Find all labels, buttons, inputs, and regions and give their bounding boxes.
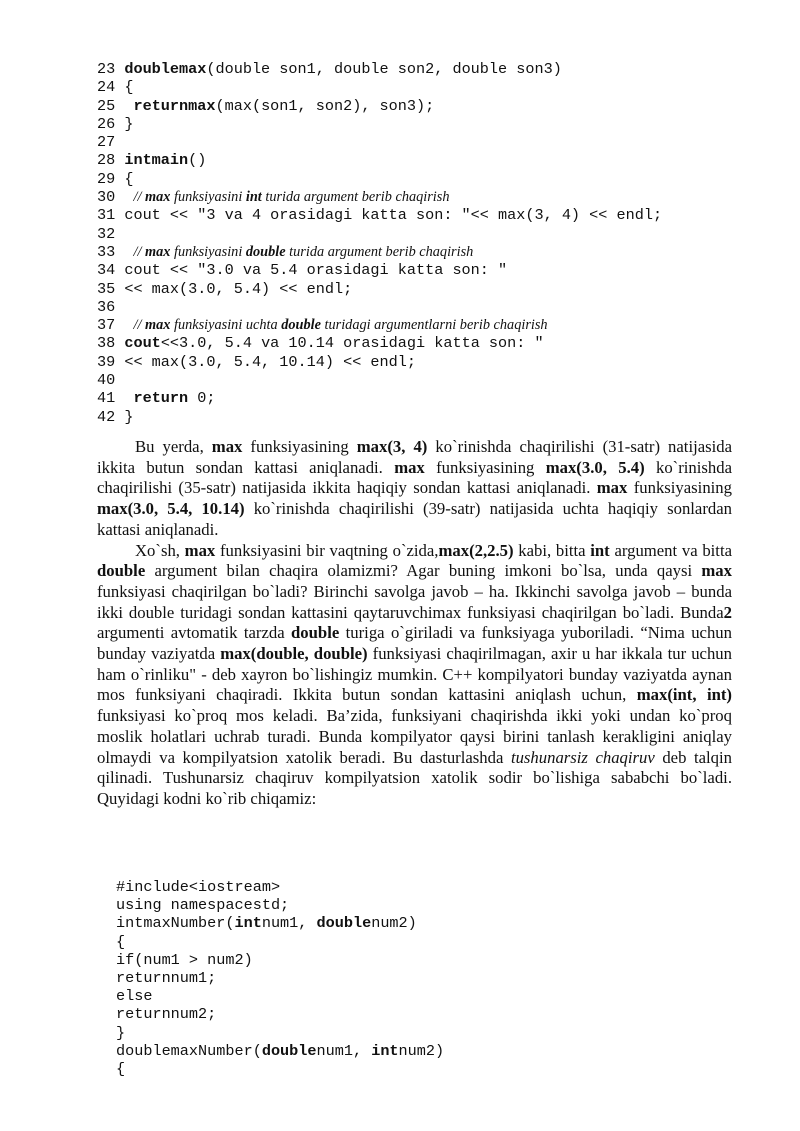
code-keyword: double	[316, 914, 372, 933]
bold-term: int	[590, 540, 610, 560]
code-text: returnnum1;	[116, 968, 217, 987]
code-line	[97, 316, 662, 334]
code-text: 26 }	[97, 114, 134, 133]
text-run: argumenti avtomatik tarzda	[97, 623, 292, 643]
text-run: Bu yerda,	[135, 437, 212, 456]
code-text: num2)	[398, 1041, 445, 1060]
code-comment: max	[145, 243, 171, 260]
text-run: funksiyasi chaqirilgan bo`ladi? Birinchi savolga javob – ha. Ikkinchi savolga javob – bunda ikki double turidagi sondan kattasini qaytaruvchimax funksiyasi chaqirilgan bo`ladi. Bunda	[97, 581, 732, 622]
text-run: funksiyasining	[627, 478, 732, 498]
code-keyword: double	[261, 1041, 317, 1060]
code-text: 0;	[188, 389, 216, 408]
code-text: 41	[97, 389, 134, 408]
code-text: num1,	[316, 1041, 372, 1060]
code-text: <<3.0, 5.4 va 10.14 orasidagi katta son: "	[160, 334, 544, 353]
code-line	[97, 170, 662, 188]
bold-term: max(3, 4)	[356, 437, 428, 456]
text-run: funksiyasining	[424, 457, 546, 477]
bold-term: max	[596, 478, 628, 498]
code-text: 28	[97, 151, 125, 170]
code-text: doublemaxNumber(	[116, 1041, 262, 1060]
code-text: using namespacestd;	[116, 896, 290, 915]
code-text: 40	[97, 371, 116, 390]
code-comment: funksiyasini	[170, 189, 246, 206]
code-keyword: returnmax	[133, 96, 216, 115]
bold-term: max	[184, 540, 216, 560]
code-comment: double	[281, 317, 321, 334]
code-line	[97, 353, 662, 371]
code-text: 29 {	[97, 169, 134, 188]
text-run: argument va bitta	[609, 540, 732, 560]
text-run: funksiyasini bir vaqtning o`zida,	[215, 540, 439, 560]
code-comment: turida argument berib chaqirish	[285, 243, 474, 260]
code-comment: funksiyasini	[170, 243, 246, 260]
text-run: argument bilan chaqira olamizmi? Agar buning imkoni bo`lsa, unda qaysi	[145, 561, 702, 581]
code-comment: turida argument berib chaqirish	[261, 189, 450, 206]
code-line	[116, 1024, 444, 1042]
code-text: 36	[97, 297, 116, 316]
code-comment: //	[133, 189, 145, 206]
code-text: 25	[97, 96, 134, 115]
code-text: 33	[97, 242, 134, 261]
code-line	[116, 951, 444, 969]
code-text: 38	[97, 334, 125, 353]
code-line	[97, 78, 662, 96]
code-line	[97, 206, 662, 224]
code-line	[116, 933, 444, 951]
code-text: {	[116, 1059, 126, 1078]
bold-term: double	[291, 623, 340, 643]
code-line	[116, 1060, 444, 1078]
bold-term: max(int, int)	[636, 685, 732, 705]
code-line	[97, 280, 662, 298]
text-run: funksiyasi chaqirilmagan, axir u har ikkala tur uchun ham o`rinliku" - deb xayron bo`lishingiz mumkin. C++ kompilyatori bunday vaziyatda aynan mos funksiyani chaqiradi. Ikkita butun sondan kattasini aniqlash uchun,	[97, 644, 732, 705]
code-line	[97, 371, 662, 389]
code-text: {	[116, 932, 126, 951]
code-text: num1,	[261, 914, 317, 933]
code-keyword: return	[133, 389, 189, 408]
code-comment: turidagi argumentlarni berib chaqirish	[320, 317, 548, 334]
code-text: 30	[97, 188, 134, 207]
code-listing-2	[116, 878, 444, 1078]
code-text: returnnum2;	[116, 1005, 217, 1024]
code-text: 27	[97, 133, 116, 152]
code-comment: double	[245, 243, 286, 260]
bold-term: max	[394, 457, 425, 477]
code-text: if(num1 > num2)	[116, 950, 253, 969]
code-keyword: doublemax	[124, 60, 207, 78]
paragraph	[97, 541, 732, 810]
code-line	[97, 60, 662, 78]
code-text: num2)	[371, 914, 417, 933]
code-text: }	[116, 1023, 126, 1042]
code-keyword: intmain	[124, 151, 189, 170]
code-text: ()	[188, 151, 207, 170]
code-text: 24 {	[97, 78, 134, 97]
code-text: 34 cout << "3.0 va 5.4 orasidagi katta son: "	[97, 261, 508, 280]
code-text: 35 << max(3.0, 5.4) << endl;	[97, 279, 353, 298]
code-comment: funksiyasini uchta	[170, 317, 282, 334]
code-line	[97, 408, 662, 426]
code-keyword: cout	[124, 334, 161, 353]
code-text: 42 }	[97, 407, 134, 426]
bold-term: 2	[723, 602, 732, 622]
text-run: Xo`sh,	[135, 540, 185, 560]
code-text: 31 cout << "3 va 4 orasidagi katta son: "<< max(3, 4) << endl;	[97, 206, 663, 225]
bold-term: max	[211, 437, 243, 456]
code-line	[97, 97, 662, 115]
code-comment: int	[245, 189, 262, 206]
code-line	[97, 188, 662, 206]
text-run: ko`rinishda chaqirilishi (31-satr) natijasida ikkita butun sondan kattasi aniqlanadi.	[97, 437, 733, 477]
code-line	[116, 896, 444, 914]
bold-term: max(3.0, 5.4)	[545, 457, 645, 477]
body-text	[97, 437, 732, 810]
code-line	[97, 334, 662, 352]
code-text: (double son1, double son2, double son3)	[206, 60, 562, 78]
code-comment: max	[145, 317, 171, 334]
paragraph	[97, 437, 732, 541]
code-line	[97, 225, 662, 243]
code-comment: max	[145, 189, 171, 206]
bold-term: max(2,2.5)	[438, 540, 514, 560]
code-line	[116, 987, 444, 1005]
bold-term: double	[97, 561, 146, 581]
code-line	[116, 969, 444, 987]
code-line	[97, 243, 662, 261]
code-line	[116, 1042, 444, 1060]
text-run: deb talqin qilinadi. Tushunarsiz chaqiruv kompilyatsion xatolik sodir bo`lishiga sababchi bo`ladi. Quyidagi kodni ko`rib chiqamiz:	[97, 747, 732, 808]
code-line	[97, 261, 662, 279]
code-text: #include<iostream>	[116, 878, 281, 896]
text-run: kabi, bitta	[513, 540, 591, 560]
code-text: (max(son1, son2), son3);	[215, 96, 435, 115]
bold-term: max(double, double)	[220, 644, 368, 664]
code-line	[116, 1005, 444, 1023]
text-run: funksiyasining	[242, 437, 357, 456]
code-line	[116, 878, 444, 896]
code-keyword: int	[234, 914, 262, 933]
text-run: ko`rinishda chaqirilishi (35-satr) natijasida ikkita haqiqiy sondan kattasi aniqlanadi.	[97, 457, 732, 498]
code-line	[97, 115, 662, 133]
italic-term: tushunarsiz chaqiruv	[510, 747, 655, 767]
code-line	[97, 133, 662, 151]
code-comment: //	[133, 243, 145, 260]
bold-term: max(3.0, 5.4, 10.14)	[97, 499, 245, 519]
code-line	[97, 298, 662, 316]
code-line	[97, 151, 662, 169]
code-text: intmaxNumber(	[116, 914, 235, 933]
code-text: else	[116, 987, 153, 1006]
code-text: 23	[97, 60, 125, 78]
bold-term: max	[701, 561, 732, 581]
code-line	[97, 389, 662, 407]
code-comment: //	[133, 317, 145, 334]
text-run: funksiyasi ko`proq mos keladi. Ba’zida, funksiyani chaqirishda ikki yoki undan ko`proq moslik holatlari uchrab turadi. Bunda kompilyator qaysi birini tanlash kerakligini aniqlay olmaydi va kompilyatsion xatolik beradi. Bu dasturlashda	[97, 706, 732, 767]
code-text: 32	[97, 224, 116, 243]
text-run: ko`rinishda chaqirilishi (39-satr) natijasida uchta haqiqiy sonlardan kattasi aniqlanadi.	[97, 499, 732, 539]
code-keyword: int	[371, 1041, 399, 1060]
code-listing-1	[97, 60, 662, 426]
text-run: turiga o`giriladi va funksiyaga yuboriladi. “Nima uchun bunday vaziyatda	[97, 623, 732, 664]
code-text: 39 << max(3.0, 5.4, 10.14) << endl;	[97, 352, 416, 371]
code-text: 37	[97, 316, 134, 335]
code-line	[116, 914, 444, 932]
